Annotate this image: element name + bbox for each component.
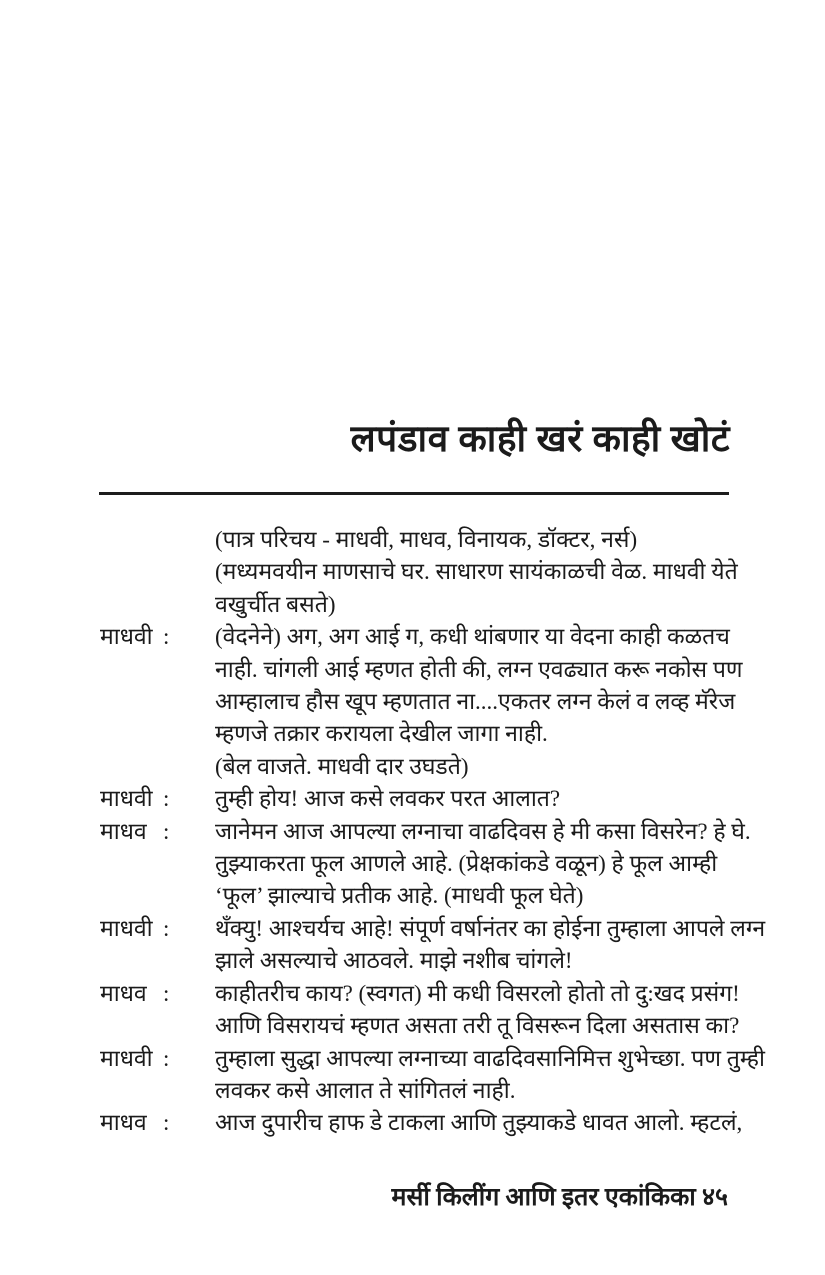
line-text: तुम्हाला सुद्धा आपल्या लग्नाच्या वाढदिवसानिमित्त शुभेच्छा. पण तुम्ही bbox=[215, 1045, 765, 1071]
script-line bbox=[100, 1010, 740, 1042]
script-line bbox=[100, 945, 732, 977]
script-line bbox=[100, 524, 732, 556]
page-footer: मर्सी किलींग आणि इतर एकांकिका ४५ bbox=[391, 1184, 728, 1211]
script-line bbox=[100, 913, 766, 945]
speaker-name: माधवी bbox=[100, 786, 153, 812]
line-text: थँक्यु! आश्चर्यच आहे! संपूर्ण वर्षानंतर का होईना तुम्हाला आपले लग्न bbox=[215, 915, 766, 941]
line-text: ‘फूल’ झाल्याचे प्रतीक आहे. (माधवी फूल घेते) bbox=[215, 883, 584, 909]
speaker-colon: : bbox=[163, 915, 170, 941]
line-text: वखुर्चीत बसते) bbox=[215, 591, 336, 617]
line-text: आम्हालाच हौस खूप म्हणतात ना....एकतर लग्न केलं व लव्ह मॅरेज bbox=[215, 689, 736, 715]
speaker-name: माधव bbox=[100, 980, 147, 1006]
speaker-colon: : bbox=[163, 1045, 170, 1071]
script-line bbox=[100, 621, 732, 653]
line-text: लवकर कसे आलात ते सांगितलं नाही. bbox=[215, 1077, 516, 1103]
line-text: (मध्यमवयीन माणसाचे घर. साधारण सायंकाळची वेळ. माधवी येते bbox=[215, 559, 738, 585]
script-line bbox=[100, 1075, 732, 1107]
line-text: (वेदनेने) अग, अग आई ग, कधी थांबणार या वेदना काही कळतच bbox=[215, 624, 730, 650]
script-line bbox=[100, 589, 732, 621]
line-text: (बेल वाजते. माधवी दार उघडते) bbox=[215, 753, 469, 779]
line-text: तुम्ही होय! आज कसे लवकर परत आलात? bbox=[215, 786, 561, 812]
script-line bbox=[100, 978, 740, 1010]
script-block bbox=[100, 524, 766, 1140]
speaker-colon: : bbox=[163, 786, 170, 812]
speaker-name: माधवी bbox=[100, 624, 153, 650]
line-text: (पात्र परिचय - माधवी, माधव, विनायक, डॉक्टर, नर्स) bbox=[215, 527, 638, 552]
line-text: तुझ्याकरता फूल आणले आहे. (प्रेक्षकांकडे वळून) हे फूल आम्ही bbox=[215, 851, 718, 877]
speaker-colon: : bbox=[163, 1110, 170, 1136]
line-text: आज दुपारीच हाफ डे टाकला आणि तुझ्याकडे धावत आलो. म्हटलं, bbox=[215, 1110, 743, 1136]
speaker-colon: : bbox=[163, 980, 170, 1006]
speaker-name: माधवी bbox=[100, 1045, 153, 1071]
script-line bbox=[100, 783, 732, 815]
script-line bbox=[100, 816, 751, 848]
script-line bbox=[100, 1043, 765, 1075]
page-title: लपंडाव काही खरं काही खोटं bbox=[350, 419, 730, 460]
script-line bbox=[100, 751, 732, 783]
line-text: म्हणजे तक्रार करायला देखील जागा नाही. bbox=[215, 721, 548, 747]
line-text: जानेमन आज आपल्या लग्नाचा वाढदिवस हे मी कसा विसरेन? हे घे. bbox=[215, 818, 751, 844]
script-line bbox=[100, 556, 738, 588]
script-line bbox=[100, 654, 743, 686]
line-text: झाले असल्याचे आठवले. माझे नशीब चांगले! bbox=[215, 948, 573, 974]
speaker-name: माधव bbox=[100, 818, 147, 844]
speaker-name: माधवी bbox=[100, 915, 153, 941]
speaker-colon: : bbox=[163, 624, 170, 650]
line-text: आणि विसरायचं म्हणत असता तरी तू विसरून दिला असतास का? bbox=[215, 1013, 740, 1039]
speaker-colon: : bbox=[163, 818, 170, 844]
script-line bbox=[100, 1107, 743, 1139]
script-line bbox=[100, 686, 736, 718]
script-line bbox=[100, 848, 732, 880]
line-text: काहीतरीच काय? (स्वगत) मी कधी विसरलो होतो तो दु:खद प्रसंग! bbox=[215, 980, 740, 1006]
title-rule bbox=[99, 492, 729, 495]
line-text: नाही. चांगली आई म्हणत होती की, लग्न एवढ्यात करू नकोस पण bbox=[215, 656, 743, 682]
script-line bbox=[100, 718, 732, 750]
speaker-name: माधव bbox=[100, 1110, 147, 1136]
script-line bbox=[100, 880, 732, 912]
